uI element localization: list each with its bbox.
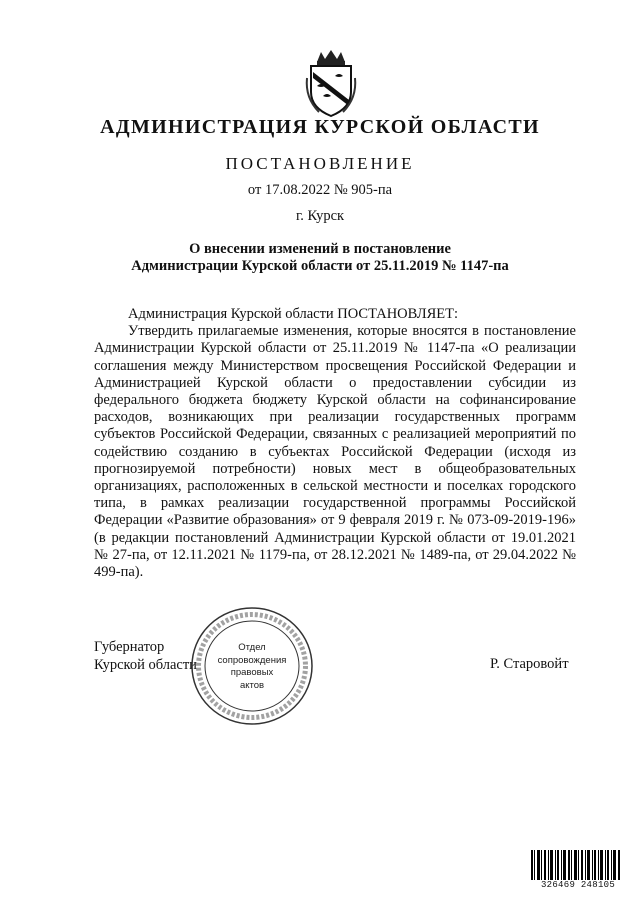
- title-line-2: Администрации Курской области от 25.11.2019 № 1147-па: [131, 258, 509, 274]
- stamp-text: [206, 642, 298, 692]
- coat-of-arms-emblem: [303, 48, 359, 118]
- position-line-2: Курской области: [94, 657, 197, 673]
- document-date-number: от 17.08.2022 № 905-па: [247, 182, 393, 198]
- stamp-line-4: актов: [239, 679, 265, 691]
- title-line-1: О внесении изменений в постановление: [189, 241, 451, 257]
- barcode-number: 326469 248105: [540, 880, 616, 890]
- stamp-line-3: правовых: [230, 667, 274, 678]
- body-lead: Администрация Курской области ПОСТАНОВЛЯЕТ:: [128, 306, 459, 322]
- stamp-line-2: сопровождения: [217, 654, 287, 666]
- body-paragraph: Утвердить прилагаемые изменения, которые вносятся в постановление Администрации Курской области от 25.11.2019 № 1147-па «О реализации соглашения между Министерством просвещения Российской Федерации и Администрацией Курской области о предоставлении субсидии из федерального бюджета бюджету Курской области на софинансирование расходов, возникающих при реализации государственных программ субъектов Российской Федерации, связанных с реализацией мероприятий по содействию созданию в субъектах Российской Федерации (исходя из прогнозируемой потребности) новых мест в общеобразовательных организациях, расположенных в сельской местности и поселках городского типа, в рамках реализации государственной программы Российской Федерации «Развитие образования» от 9 февраля 2019 г. № 073-09-2019-196» (в редакции постановлений Администрации Курской области от 19.01.2021 № 27-па, от 12.11.2021 № 1179-па, от 28.12.2021 № 1489-па, от 29.04.2022 № 499-па).: [94, 323, 576, 581]
- document-title: [0, 241, 640, 275]
- document-type: ПОСТАНОВЛЕНИЕ: [225, 154, 415, 173]
- stamp-line-1: Отдел: [238, 642, 266, 653]
- document-body: [94, 306, 576, 581]
- document-city: г. Курск: [295, 208, 345, 224]
- signatory-position: [94, 638, 197, 674]
- barcode: [531, 850, 621, 880]
- position-line-1: Губернатор: [94, 639, 165, 655]
- organization-title: АДМИНИСТРАЦИЯ КУРСКОЙ ОБЛАСТИ: [100, 116, 540, 138]
- signatory-name: Р. Старовойт: [490, 656, 569, 672]
